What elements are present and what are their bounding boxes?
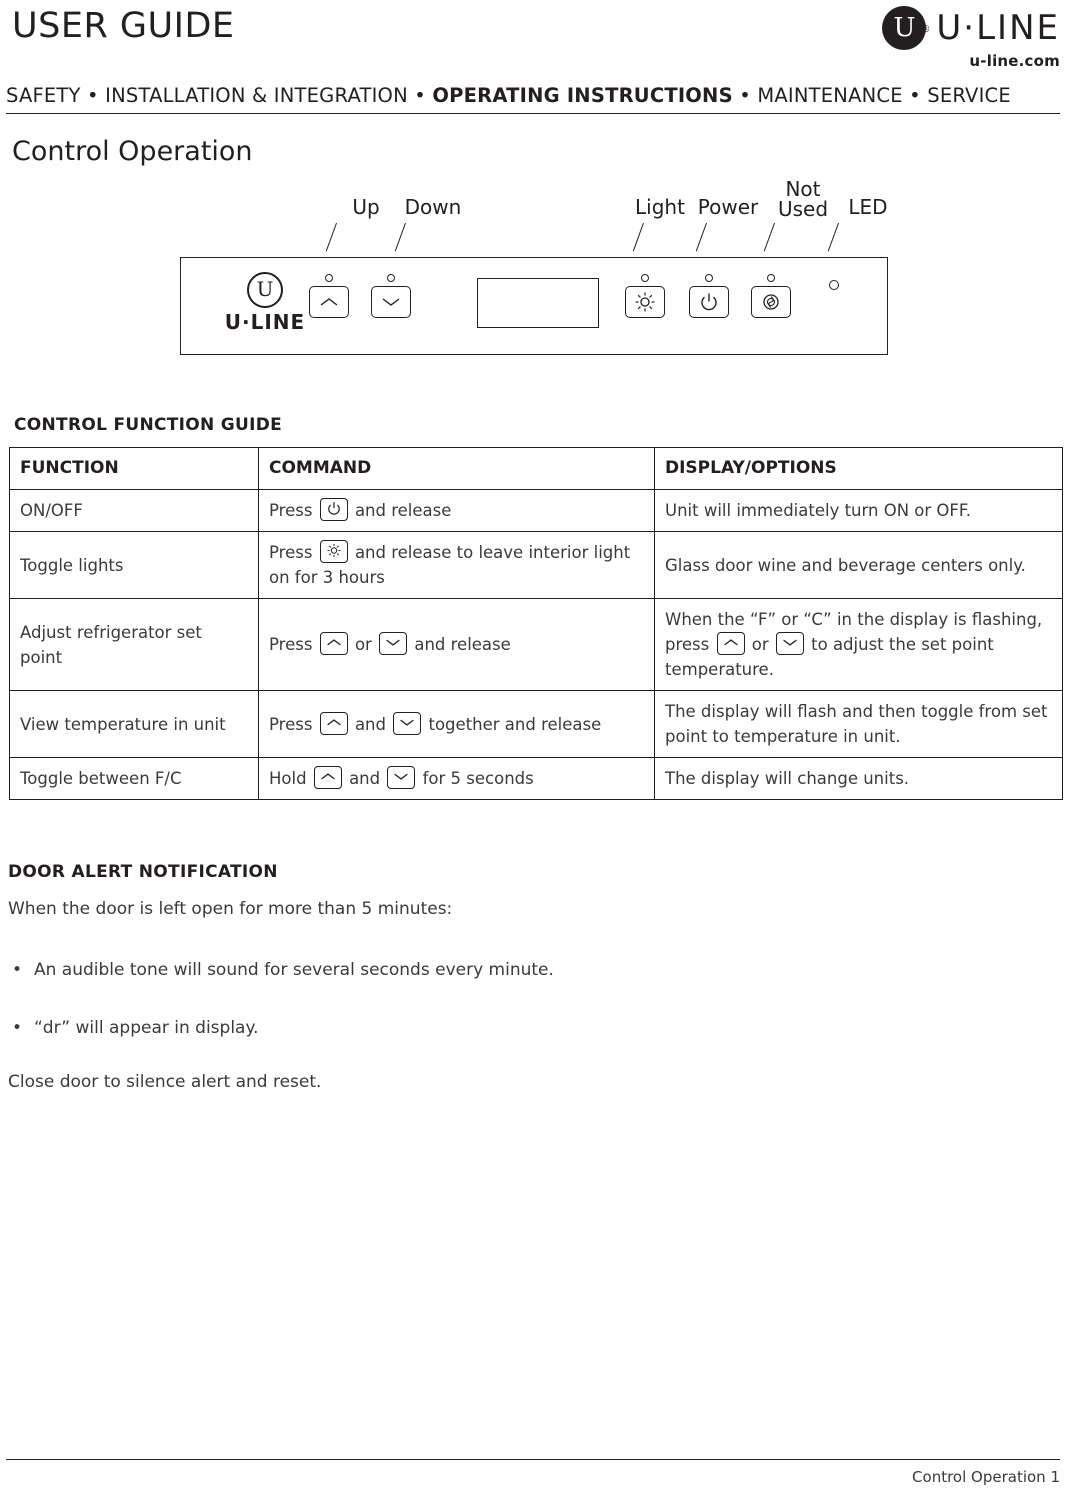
table-header-row — [10, 448, 1063, 490]
callout-not-used — [768, 179, 838, 219]
chevron-up-icon — [320, 712, 348, 735]
command-text: and — [354, 714, 386, 734]
page-header — [6, 0, 1060, 72]
table-row — [10, 490, 1063, 532]
display-text: When the “F” or “C” in the display is flashing, press — [665, 610, 1043, 654]
cell-display: The display will flash and then toggle from set point to temperature in unit. — [655, 691, 1063, 758]
command-text: and release to leave interior light on for 3 hours — [269, 543, 631, 587]
led-indicator-not-used — [767, 274, 775, 282]
cell-function: ON/OFF — [10, 490, 259, 532]
led-indicator-power — [705, 274, 713, 282]
command-text: Hold — [269, 769, 307, 788]
display-text: or — [751, 635, 769, 654]
breadcrumb — [6, 72, 1060, 111]
brand-wordmark: U·LINE — [936, 8, 1060, 48]
chevron-down-icon — [381, 297, 401, 307]
uline-roundel-icon — [882, 6, 931, 50]
leader-line-up — [326, 223, 337, 252]
nav-separator: • — [87, 84, 99, 107]
leader-line-led — [828, 223, 839, 252]
led-indicator-up — [325, 274, 333, 282]
door-alert-bullet-list — [8, 956, 1060, 1042]
cell-display: Glass door wine and beverage centers only. — [655, 532, 1063, 599]
not-used-button[interactable] — [751, 286, 791, 318]
panel-wordmark: U·LINE — [224, 310, 306, 334]
callout-light: Light — [635, 195, 685, 219]
command-text: or — [354, 635, 372, 654]
nav-item-service[interactable]: SERVICE — [927, 84, 1011, 107]
column-header-function: FUNCTION — [10, 448, 259, 490]
chevron-up-icon — [319, 297, 339, 307]
callout-up: Up — [352, 195, 380, 219]
door-alert-intro: When the door is left open for more than 5 minutes: — [8, 899, 453, 919]
panel-roundel-icon: U — [247, 272, 283, 308]
leader-line-not-used — [764, 223, 775, 252]
panel-brand-logo — [205, 272, 325, 334]
table-row — [10, 758, 1063, 800]
power-icon — [699, 292, 719, 312]
display-text: to adjust the set point temperature. — [665, 635, 994, 679]
nav-item-installation[interactable]: INSTALLATION & INTEGRATION — [105, 84, 408, 107]
door-alert-title: DOOR ALERT NOTIFICATION — [8, 862, 278, 882]
chevron-up-icon — [314, 766, 342, 789]
control-panel — [180, 257, 888, 355]
nav-item-maintenance[interactable]: MAINTENANCE — [757, 84, 903, 107]
recirculate-icon — [761, 292, 781, 312]
light-button[interactable] — [625, 286, 665, 318]
power-button[interactable] — [689, 286, 729, 318]
led-indicator-down — [387, 274, 395, 282]
brand-url: u-line.com — [969, 52, 1060, 70]
column-header-display: DISPLAY/OPTIONS — [655, 448, 1063, 490]
callout-not-used-line1: Not — [785, 177, 821, 201]
command-text: Press — [269, 543, 313, 562]
temperature-display — [477, 278, 599, 328]
light-bulb-icon — [634, 291, 656, 313]
chevron-down-icon — [379, 632, 407, 655]
chevron-up-icon — [320, 632, 348, 655]
footer-divider — [6, 1459, 1060, 1460]
command-text: Press — [269, 714, 313, 734]
chevron-up-icon — [717, 632, 745, 655]
chevron-down-icon — [387, 766, 415, 789]
down-button[interactable] — [371, 286, 411, 318]
door-alert-closing: Close door to silence alert and reset. — [8, 1072, 322, 1092]
cell-command — [259, 490, 655, 532]
column-header-command: COMMAND — [259, 448, 655, 490]
cell-function: Toggle between F/C — [10, 758, 259, 800]
cell-function: Toggle lights — [10, 532, 259, 599]
cell-command — [259, 532, 655, 599]
nav-separator: • — [414, 84, 426, 107]
command-text: Press — [269, 501, 313, 520]
power-icon — [320, 498, 348, 521]
chevron-down-icon — [393, 712, 421, 735]
nav-separator: • — [739, 84, 751, 107]
cell-function: Adjust refrigerator set point — [10, 599, 259, 691]
nav-item-operating-instructions[interactable]: OPERATING INSTRUCTIONS — [432, 84, 733, 107]
nav-item-safety[interactable]: SAFETY — [6, 84, 81, 107]
list-item: • “dr” will appear in display. — [8, 1014, 554, 1042]
section-title: Control Operation — [12, 136, 253, 167]
table-heading: CONTROL FUNCTION GUIDE — [14, 415, 283, 435]
cell-command — [259, 758, 655, 800]
leader-line-light — [633, 223, 644, 252]
cell-command — [259, 599, 655, 691]
page-footer — [6, 1459, 1060, 1486]
led-indicator-standalone — [829, 280, 839, 290]
leader-line-down — [395, 223, 406, 252]
footer-page-label: Control Operation 1 — [912, 1468, 1060, 1486]
callout-not-used-line2: Used — [777, 197, 829, 221]
brand-mark-letter: U — [893, 13, 916, 43]
cell-display — [655, 599, 1063, 691]
light-bulb-icon — [320, 540, 348, 563]
cell-display: The display will change units. — [655, 758, 1063, 800]
command-text: for 5 seconds — [422, 769, 534, 788]
command-text: and release — [414, 635, 511, 654]
callout-led: LED — [848, 195, 888, 219]
table-row — [10, 599, 1063, 691]
led-indicator-light — [641, 274, 649, 282]
registered-trademark-icon: ® — [921, 25, 931, 35]
command-text: and release — [354, 501, 452, 520]
control-panel-diagram — [6, 177, 1060, 367]
callout-down: Down — [404, 195, 462, 219]
brand-logo — [800, 6, 1060, 70]
header-divider — [6, 113, 1060, 114]
command-text: together and release — [428, 714, 602, 734]
command-text: and — [349, 769, 381, 788]
chevron-down-icon — [776, 632, 804, 655]
up-button[interactable] — [309, 286, 349, 318]
table-row — [10, 532, 1063, 599]
cell-display: Unit will immediately turn ON or OFF. — [655, 490, 1063, 532]
cell-command — [259, 691, 655, 758]
list-item: • An audible tone will sound for several seconds every minute. — [8, 956, 554, 984]
leader-line-power — [696, 223, 707, 252]
callout-power: Power — [697, 195, 759, 219]
nav-separator: • — [909, 84, 921, 107]
control-function-guide-table — [9, 447, 1063, 800]
page-title: USER GUIDE — [12, 6, 235, 46]
command-text: Press — [269, 635, 313, 654]
cell-function: View temperature in unit — [10, 691, 259, 758]
table-row — [10, 691, 1063, 758]
